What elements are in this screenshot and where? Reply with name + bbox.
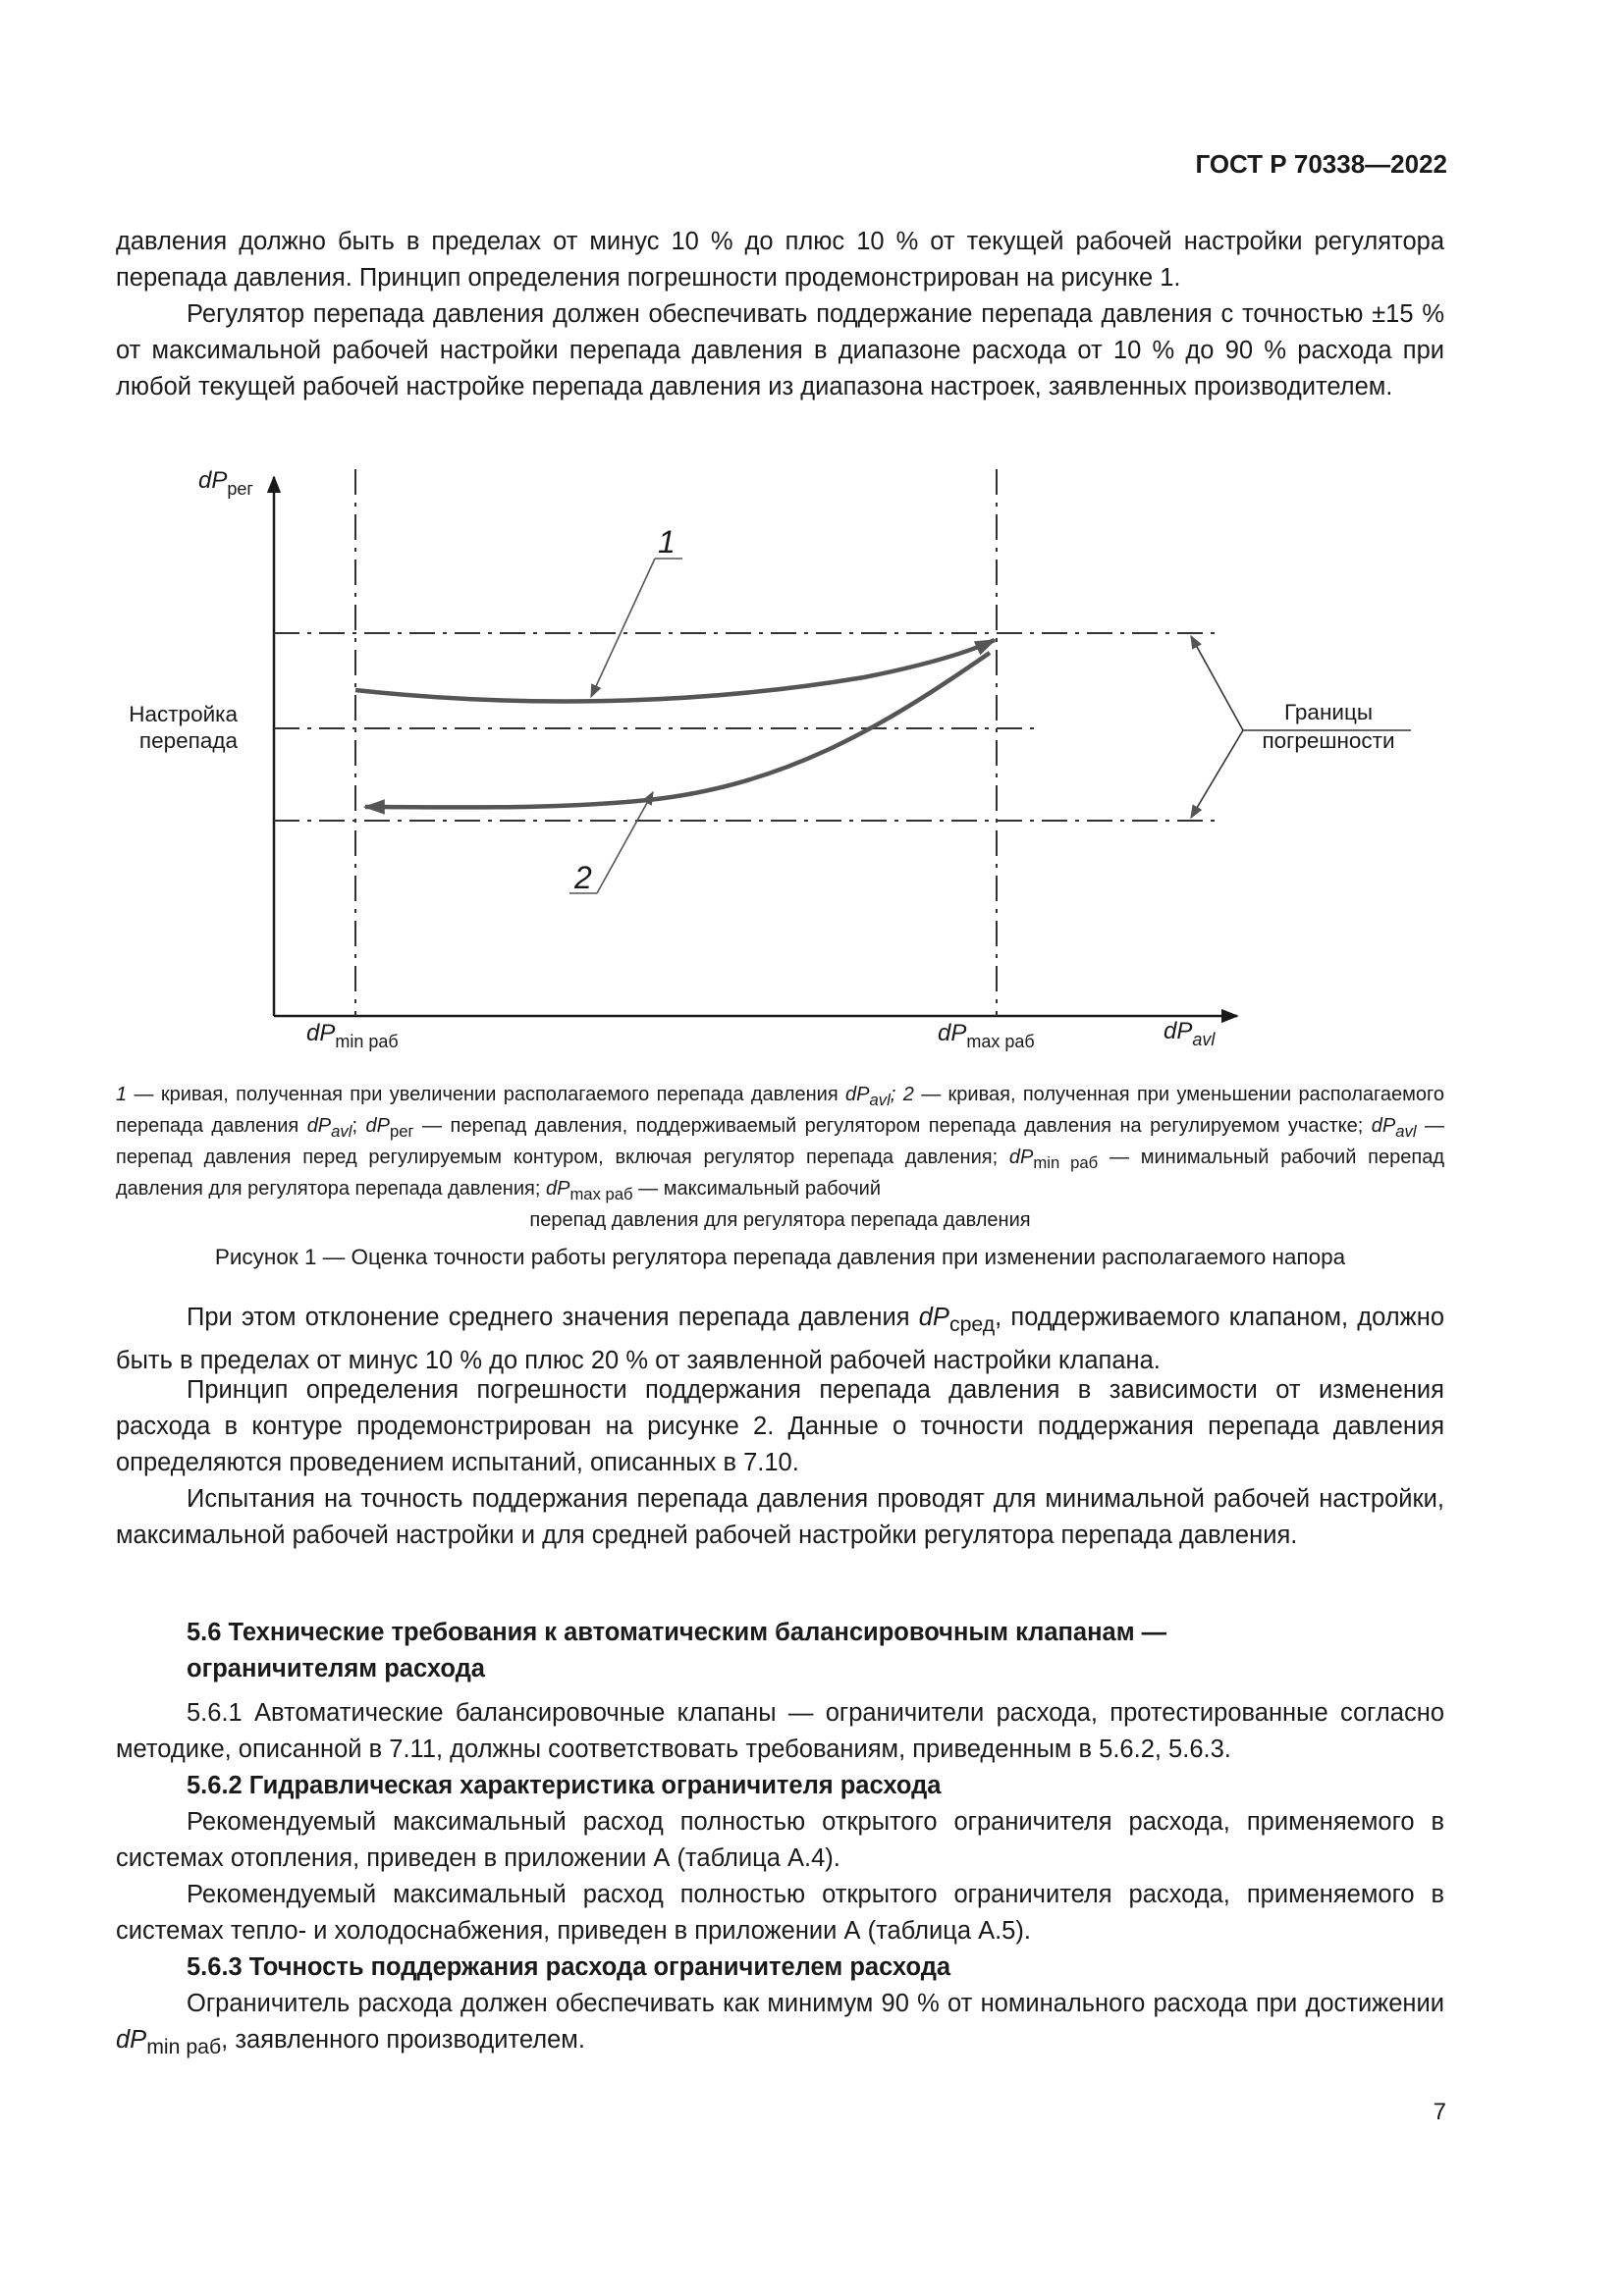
legend-text-3: — перепад давления, поддерживаемый регулятором перепада давления на регулируемом участке; — [413, 1115, 1372, 1137]
paragraph-continuation: давления должно быть в пределах от минус 10 % до плюс 10 % от текущей рабочей настройки регулятора перепада давления. Принцип определения погрешности продемонстрирован на рисунке 1. — [116, 228, 1444, 292]
x-axis-label: dP — [1164, 1018, 1193, 1044]
p563-text-a: Ограничитель расхода должен обеспечивать как минимум 90 % от номинального расхода при достижении — [187, 1990, 1444, 2017]
curve-2-leader — [597, 792, 653, 893]
p3-text-a: При этом отклонение среднего значения перепада давления — [187, 1304, 919, 1331]
legend-sym-2: dP — [306, 1115, 332, 1137]
page-number: 7 — [1433, 2099, 1446, 2125]
svg-text:dPрег — [198, 467, 253, 499]
legend-sub-1: avl — [869, 1091, 891, 1109]
legend-sub-4: avl — [1395, 1122, 1417, 1141]
legend-sub-6: max раб — [569, 1185, 633, 1203]
legend-sym-3: dP — [365, 1115, 390, 1137]
legend-text-2: — кривая, полученная при уменьшении располагаемого перепада давления — [116, 1084, 1444, 1137]
legend-text-4: — перепад давления перед регулируемым контуром, включая регулятор перепада давления; — [116, 1115, 1444, 1168]
heading-5-6 — [116, 1615, 1444, 1687]
legend-text-1: — кривая, полученная при увеличении располагаемого перепада давления — [127, 1084, 846, 1105]
bounds-label-2: погрешности — [1262, 728, 1395, 753]
x-max-sub: max раб — [966, 1032, 1035, 1051]
legend-text-5: — минимальный рабочий перепад давления для регулятора перепада давления; — [116, 1147, 1444, 1200]
x-axis-sub: avl — [1192, 1030, 1216, 1049]
curve-1 — [355, 640, 995, 701]
x-min-label: dP — [306, 1020, 336, 1046]
bounds-leader-upper — [1191, 636, 1243, 730]
legend-num-2: ; 2 — [890, 1084, 914, 1105]
figure-1-diagram — [0, 452, 1624, 1060]
curve-1-leader — [591, 559, 655, 697]
bounds-leader-lower — [1191, 730, 1243, 818]
legend-sym-6: dP — [545, 1178, 570, 1200]
curve-2-number: 2 — [574, 860, 592, 895]
legend-num-1: 1 — [116, 1084, 128, 1105]
p563-text-b: , заявленного производителем. — [221, 2026, 585, 2054]
figure-caption: Рисунок 1 — Оценка точности работы регулятора перепада давления при изменении располагаемого напора — [214, 1245, 1346, 1269]
setpoint-label-1: Настройка — [129, 702, 238, 726]
p3-text-b: , поддерживаемого клапаном, должно быть в пределах от минус 10 % до плюс 20 % от заявленной рабочей настройки клапана. — [116, 1304, 1444, 1375]
legend-text-6: — максимальный рабочий — [632, 1178, 882, 1200]
paragraph-5-6-3 — [116, 1986, 1444, 2065]
legend-sub-3: рег — [389, 1122, 414, 1141]
heading-5-6-2: 5.6.2 Гидравлическая характеристика ограничителя расхода — [187, 1772, 942, 1799]
y-axis-label: dP — [198, 467, 228, 494]
p563-symbol: dP — [116, 2026, 147, 2054]
paragraph-principle: Принцип определения погрешности поддержания перепада давления в зависимости от изменения расхода в контуре продемонстрирован на рисунке 2. Данные о точности поддержания перепада давления определяются проведением испытаний, описанных в 7.10. — [116, 1376, 1444, 1476]
svg-text:dPavl — [1164, 1018, 1216, 1049]
setpoint-label-2: перепада — [138, 728, 238, 753]
x-min-sub: min раб — [335, 1032, 399, 1051]
legend-sym-4: dP — [1371, 1115, 1396, 1137]
p563-subscript: min раб — [146, 2035, 222, 2059]
legend-sym-5: dP — [1008, 1147, 1034, 1168]
document-header: ГОСТ Р 70338—2022 — [1195, 149, 1447, 179]
legend-sep-3: ; — [352, 1115, 366, 1137]
heading-5-6-line-1: 5.6 Технические требования к автоматическим балансировочным клапанам — — [187, 1619, 1167, 1646]
y-axis-sub: рег — [227, 479, 253, 499]
curve-1-number: 1 — [658, 524, 676, 560]
svg-text:dPmax раб — [938, 1020, 1035, 1051]
legend-sub-5: min раб — [1033, 1153, 1099, 1172]
paragraph-5-6-2-heating: Рекомендуемый максимальный расход полностью открытого ограничителя расхода, применяемого в системах отопления, приведен в приложении А (таблица А.4). — [116, 1808, 1444, 1872]
figure-legend — [116, 1082, 1444, 1234]
paragraph-tests: Испытания на точность поддержания перепада давления проводят для минимальной рабочей настройки, максимальной рабочей настройки и для средней рабочей настройки регулятора перепада давления. — [116, 1485, 1444, 1549]
bounds-label-1: Границы — [1284, 700, 1373, 724]
legend-sub-2: avl — [331, 1122, 352, 1141]
legend-last-line: перепад давления для регулятора перепада давления — [529, 1209, 1031, 1231]
paragraph-5-6-1: 5.6.1 Автоматические балансировочные клапаны — ограничители расхода, протестированные согласно методике, описанной в 7.11, должны соответствовать требованиям, приведенным в 5.6.2, 5.6.3. — [116, 1699, 1444, 1763]
x-max-label: dP — [938, 1020, 967, 1046]
legend-sym-1: dP — [845, 1084, 870, 1105]
svg-text:dPmin раб — [306, 1020, 399, 1051]
paragraph-5-6-2-cooling: Рекомендуемый максимальный расход полностью открытого ограничителя расхода, применяемого в системах тепло- и холодоснабжения, приведен в приложении А (таблица А.5). — [116, 1881, 1444, 1945]
paragraph-mean-deviation — [116, 1300, 1444, 1379]
p3-subscript: сред — [948, 1312, 996, 1337]
curve-2 — [365, 653, 990, 807]
heading-5-6-line-2: ограничителям расхода — [187, 1655, 485, 1682]
paragraph-regulator-accuracy: Регулятор перепада давления должен обеспечивать поддержание перепада давления с точностью ±15 % от максимальной рабочей настройки перепада давления в диапазоне расхода от 10 % до 90 % расхода при любой текущей рабочей настройке перепада давления из диапазона настроек, заявленных производителем. — [116, 300, 1444, 400]
heading-5-6-3: 5.6.3 Точность поддержания расхода ограничителем расхода — [187, 1953, 951, 1981]
p3-symbol: dP — [918, 1304, 949, 1331]
